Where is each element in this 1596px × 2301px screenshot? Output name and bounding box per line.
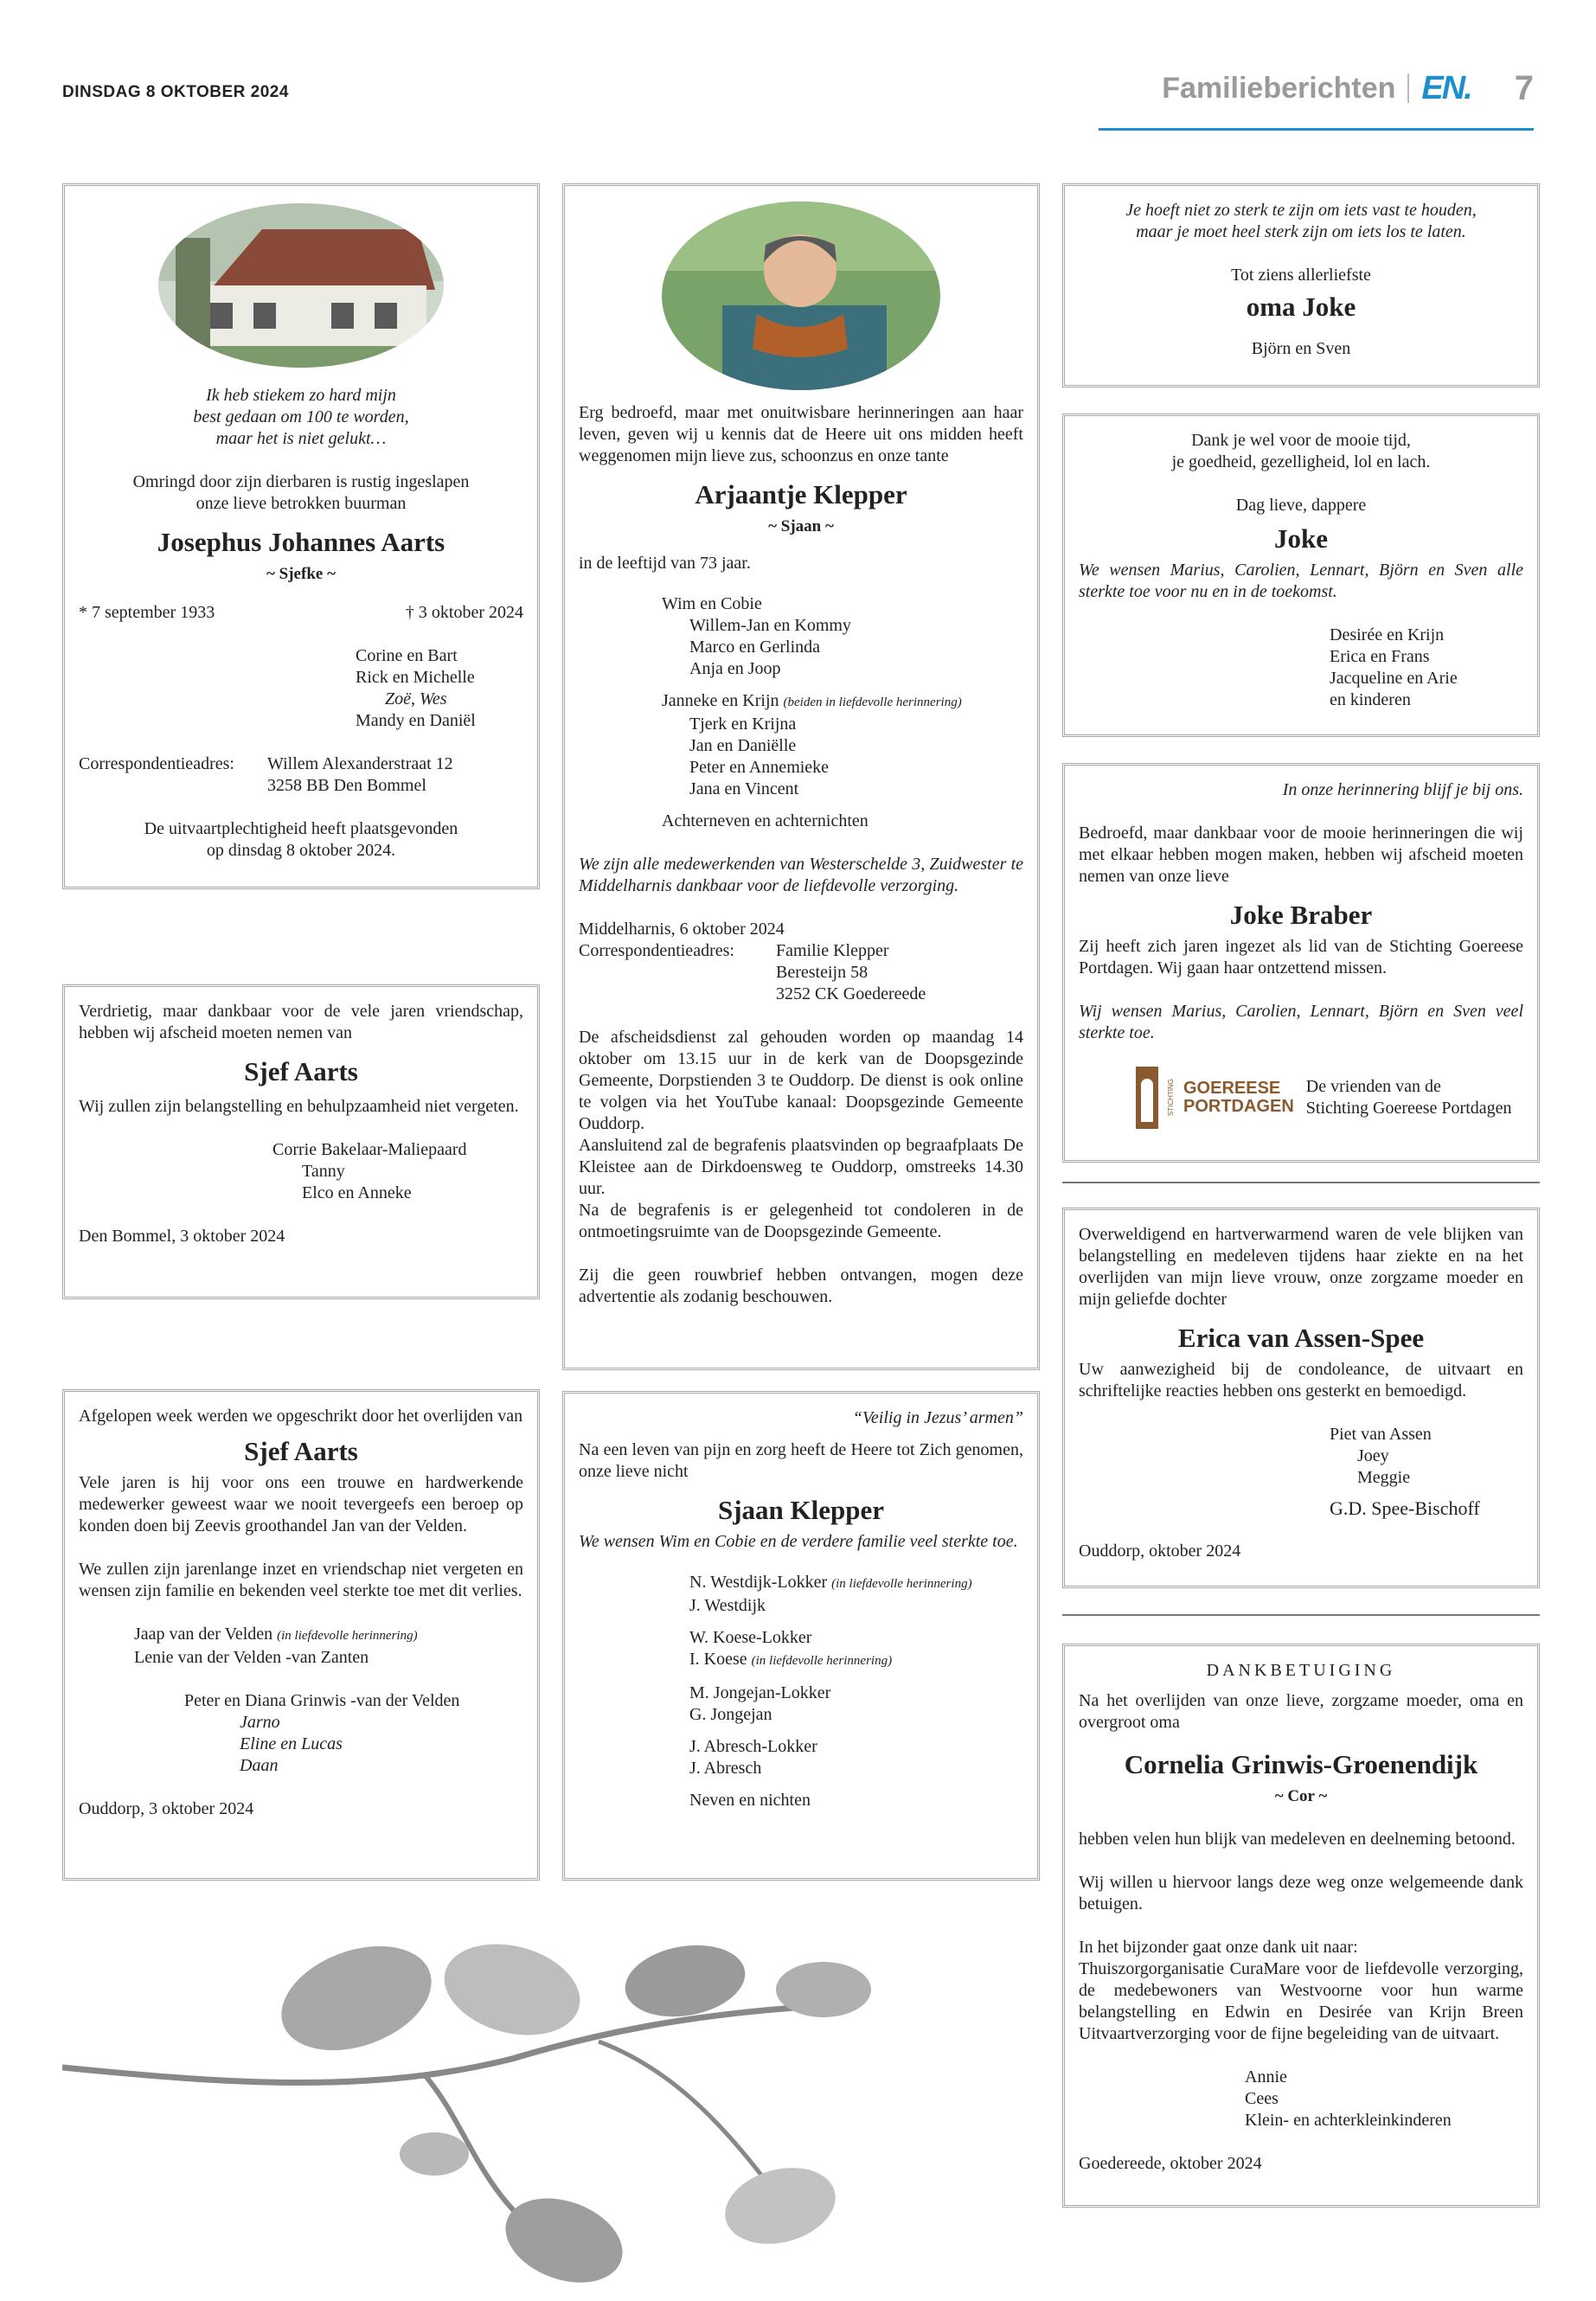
deceased-name: Cornelia Grinwis-Groenendijk	[1124, 1749, 1478, 1779]
nickname: ~ Sjaan ~	[768, 517, 834, 535]
signer: Lenie van der Velden -van Zanten	[134, 1648, 369, 1667]
nickname: ~ Cor ~	[1274, 1787, 1328, 1805]
verse-line: Ik heb stiekem zo hard mijn	[206, 386, 396, 405]
footer-line: De uitvaartplechtigheid heeft plaatsgevonden	[144, 819, 458, 838]
divider	[1062, 1182, 1540, 1183]
wish-text: We wensen Marius, Carolien, Lennart, Björn en Sven alle sterkte toe voor nu en in de toekomst.	[1079, 561, 1523, 601]
body-text: Uw aanwezigheid bij de condoleance, de uitvaart en schriftelijke reacties hebben ons gesterkt en bemoedigd.	[1079, 1360, 1523, 1400]
body-text: In het bijzonder gaat onze dank uit naar:	[1079, 1938, 1358, 1957]
place-date: Den Bommel, 3 oktober 2024	[79, 1227, 285, 1246]
intro-line: Omringd door zijn dierbaren is rustig ingeslapen	[132, 472, 470, 491]
death-date: † 3 oktober 2024	[405, 603, 523, 622]
header-divider	[1407, 74, 1409, 103]
verse-line: maar je moet heel sterk zijn om iets los te laten.	[1136, 222, 1466, 241]
address-label: Correspondentieadres:	[579, 941, 734, 960]
intro-text: Na een leven van pijn en zorg heeft de Heere tot Zich genomen, onze lieve nicht	[579, 1440, 1023, 1481]
body-text: Zij heeft zich jaren ingezet als lid van de Stichting Goereese Portdagen. Wij gaan haar ontzettend missen.	[1079, 937, 1523, 977]
signer: De vrienden van de	[1305, 1077, 1441, 1096]
address-label: Correspondentieadres:	[79, 754, 234, 773]
family-member: Mandy en Daniël	[356, 711, 476, 730]
verse-line: maar het is niet gelukt…	[215, 429, 387, 448]
family-member: Wim en Cobie	[662, 594, 762, 613]
verse-line: “Veilig in Jezus’ armen”	[852, 1408, 1023, 1427]
deceased-name: Josephus Johannes Aarts	[157, 527, 445, 557]
signer: Neven en nichten	[689, 1791, 811, 1810]
family-member: Achterneven en achternichten	[662, 811, 869, 830]
signer: I. Koese	[689, 1650, 747, 1669]
family-member: Anja en Joop	[689, 659, 781, 678]
signer: J. Westdijk	[689, 1596, 766, 1615]
burial-text: Aansluitend zal de begrafenis plaatsvinden op begraafplaats De Kleistee aan de Dirkdoensweg te Ouddorp, omstreeks 14.30 uur.	[579, 1136, 1023, 1198]
intro-text: Overweldigend en hartverwarmend waren de vele blijken van belangstelling en medeleven tijdens haar ziekte en na het overlijden van mijn lieve vrouw, onze zorgzame moeder en mijn geliefde dochter	[1079, 1225, 1523, 1309]
signer: Peter en Diana Grinwis -van der Velden	[184, 1691, 460, 1710]
signer-child: Daan	[240, 1756, 279, 1775]
logo-side-text: STICHTING	[1167, 1079, 1175, 1117]
footer-line: op dinsdag 8 oktober 2024.	[206, 841, 396, 860]
family-member: Rick en Michelle	[356, 668, 475, 687]
signer: Annie	[1245, 2067, 1287, 2086]
signer: Björn en Sven	[1251, 339, 1351, 358]
address-line: Familie Klepper	[776, 941, 889, 960]
verse-line: Je hoeft niet zo sterk te zijn om iets vast te houden,	[1125, 201, 1477, 220]
nickname: ~ Sjefke ~	[266, 565, 336, 583]
signer: Stichting Goereese Portdagen	[1305, 1099, 1512, 1118]
signer: J. Abresch	[689, 1759, 762, 1778]
signer: Desirée en Krijn	[1330, 625, 1445, 644]
address-line: Willem Alexanderstraat 12	[267, 754, 453, 773]
family-member: Janneke en Krijn	[662, 691, 779, 710]
verse-line: je goedheid, gezelligheid, lol en lach.	[1171, 452, 1431, 471]
leaf-branch-illustration	[62, 1929, 1022, 2292]
birth-date: * 7 september 1933	[79, 603, 215, 622]
intro-text: Afgelopen week werden we opgeschrikt door het overlijden van	[79, 1407, 523, 1426]
service-text: De afscheidsdienst zal gehouden worden op maandag 14 oktober om 13.15 uur in de kerk van de Doopsgezinde Gemeente, Dorpstienden 3 te Ouddorp. De dienst is ook online te volgen via het YouTube kanaal: Doopsgezinde Gemeente Ouddorp.	[579, 1028, 1023, 1133]
signer-note: (in liefdevolle herinnering)	[277, 1629, 418, 1643]
section-title: Familieberichten	[1162, 71, 1396, 105]
intro-text: Na het overlijden van onze lieve, zorgzame moeder, oma en overgroot oma	[1079, 1691, 1523, 1732]
signer: en kinderen	[1330, 690, 1411, 709]
divider	[1062, 1614, 1540, 1616]
family-member: Corine en Bart	[356, 646, 458, 665]
signer: W. Koese-Lokker	[689, 1628, 812, 1647]
intro-text: Verdrietig, maar dankbaar voor de vele jaren vriendschap, hebben wij afscheid moeten nemen van	[79, 1002, 523, 1042]
wish-text: Wij wensen Marius, Carolien, Lennart, Björn en Sven veel sterkte toe.	[1079, 1002, 1523, 1042]
place-date: Ouddorp, oktober 2024	[1079, 1541, 1241, 1561]
notice-klepper-cousins	[562, 1391, 1040, 1881]
place-date: Middelharnis, 6 oktober 2024	[579, 920, 785, 939]
signer: Elco en Anneke	[302, 1183, 412, 1202]
family-member: Marco en Gerlinda	[689, 638, 821, 657]
deceased-name: Sjaan Klepper	[717, 1495, 885, 1525]
body-text: Vele jaren is hij voor ons een trouwe en hardwerkende medewerker geweest waar we nooit tevergeefs een beroep op konden doen bij Zeevis groothandel Jan van der Velden.	[79, 1473, 523, 1535]
deceased-name: Erica van Assen-Spee	[1177, 1323, 1425, 1353]
family-member: Jan en Daniëlle	[689, 736, 797, 755]
signer-child: Jarno	[240, 1713, 280, 1732]
intro-text: Tot ziens allerliefste	[1231, 266, 1371, 285]
condolence-text: Na de begrafenis is er gelegenheid tot condoleren in de ontmoetingsruimte van de Doopsgezinde Gemeente.	[579, 1201, 1023, 1241]
house-photo	[158, 203, 444, 368]
page-number: 7	[1514, 68, 1534, 107]
deceased-name: Joke Braber	[1229, 900, 1373, 930]
signer: Piet van Assen	[1330, 1425, 1432, 1444]
address-line: 3252 CK Goedereede	[776, 984, 926, 1003]
deceased-name: oma Joke	[1246, 292, 1356, 322]
notice-aarts-employer	[62, 1389, 540, 1881]
address-line: 3258 BB Den Bommel	[267, 776, 426, 795]
notice-joke-family	[1062, 413, 1540, 737]
logo-text: GOEREESE	[1183, 1079, 1281, 1098]
portrait-photo	[662, 202, 940, 390]
notice-cornelia	[1062, 1644, 1540, 2208]
verse-line: Dank je wel voor de mooie tijd,	[1191, 431, 1411, 450]
edition-date: DINSDAG 8 OKTOBER 2024	[62, 83, 289, 101]
verse-line: In onze herinnering blijf je bij ons.	[1282, 780, 1523, 799]
signer: Klein- en achterkleinkinderen	[1245, 2111, 1452, 2130]
age-text: in de leeftijd van 73 jaar.	[579, 554, 751, 573]
notice-klepper-family	[562, 183, 1040, 1370]
notice-oma-joke	[1062, 183, 1540, 388]
address-line: Beresteijn 58	[776, 963, 869, 982]
signer: J. Abresch-Lokker	[689, 1737, 817, 1756]
verse-line: best gedaan om 100 te worden,	[193, 407, 409, 426]
body-text: Wij willen u hiervoor langs deze weg onze welgemeende dank betuigen.	[1079, 1873, 1523, 1913]
signer: G. Jongejan	[689, 1705, 772, 1724]
intro-text: Dag lieve, dappere	[1235, 496, 1367, 515]
newspaper-logo: EN.	[1421, 69, 1471, 106]
notice-erica	[1062, 1208, 1540, 1588]
notice-aarts-family	[62, 183, 540, 889]
place-date: Ouddorp, 3 oktober 2024	[79, 1799, 254, 1818]
family-member: Zoë, Wes	[385, 689, 447, 708]
header-rule	[1099, 128, 1534, 131]
body-text: We zullen zijn jarenlange inzet en vriendschap niet vergeten en wensen zijn familie en bekenden veel sterkte toe met dit verlies.	[79, 1560, 523, 1600]
deceased-name: Sjef Aarts	[244, 1436, 358, 1466]
signer: G.D. Spee-Bischoff	[1330, 1497, 1480, 1519]
signer: Joey	[1357, 1446, 1389, 1465]
body-text: hebben velen hun blijk van medeleven en deelneming betoond.	[1079, 1830, 1516, 1849]
body-text: Thuiszorgorganisatie CuraMare voor de liefdevolle verzorging, de medebewoners van Westvoorne voor hun warme belangstelling en Edwin en Desirée van Krijn Breen Uitvaartverzorging voor de fijne begeleiding van de uitvaart.	[1079, 1959, 1523, 2043]
deceased-name: Arjaantje Klepper	[695, 479, 907, 510]
page-header	[1162, 67, 1534, 109]
deceased-name: Joke	[1274, 523, 1328, 554]
body-text: Wij zullen zijn belangstelling en behulpzaamheid niet vergeten.	[79, 1097, 519, 1116]
family-member: Peter en Annemieke	[689, 758, 830, 777]
signer: Cees	[1245, 2089, 1279, 2108]
signer: Corrie Bakelaar-Maliepaard	[272, 1140, 467, 1159]
notice-joke-braber	[1062, 763, 1540, 1163]
signer: Jaap van der Velden	[134, 1625, 273, 1644]
notice-title: DANKBETUIGING	[1206, 1661, 1396, 1680]
wish-text: We wensen Wim en Cobie en de verdere familie veel sterkte toe.	[579, 1532, 1018, 1551]
family-member: Willem-Jan en Kommy	[689, 616, 851, 635]
logo-text: PORTDAGEN	[1183, 1097, 1294, 1116]
intro-line: onze lieve betrokken buurman	[195, 494, 407, 513]
signer-note: (in liefdevolle herinnering)	[751, 1654, 893, 1668]
family-member: Jana en Vincent	[689, 779, 799, 798]
signer: Meggie	[1357, 1468, 1411, 1487]
signer: N. Westdijk-Lokker	[689, 1573, 828, 1592]
deceased-name: Sjef Aarts	[244, 1056, 358, 1086]
family-member: Tjerk en Krijna	[689, 715, 797, 734]
place-date: Goedereede, oktober 2024	[1079, 2154, 1262, 2173]
signer-note: (in liefdevolle herinnering)	[831, 1577, 972, 1591]
signer: M. Jongejan-Lokker	[689, 1683, 831, 1702]
intro-text: Bedroefd, maar dankbaar voor de mooie herinneringen die wij met elkaar hebben mogen maken, hebben wij afscheid moeten nemen van onze lieve	[1079, 824, 1523, 886]
signer-child: Eline en Lucas	[240, 1734, 343, 1753]
thanks-text: We zijn alle medewerkenden van Westerschelde 3, Zuidwester te Middelharnis dankbaar voor de liefdevolle verzorging.	[579, 855, 1023, 895]
notice-aarts-friends	[62, 984, 540, 1299]
portdagen-logo	[1136, 1067, 1294, 1129]
family-note: (beiden in liefdevolle herinnering)	[783, 695, 962, 709]
signer: Jacqueline en Arie	[1330, 669, 1458, 688]
closing-text: Zij die geen rouwbrief hebben ontvangen, mogen deze advertentie als zodanig beschouwen.	[579, 1266, 1023, 1306]
signer: Tanny	[302, 1162, 345, 1181]
signer: Erica en Frans	[1330, 647, 1430, 666]
intro-text: Erg bedroefd, maar met onuitwisbare herinneringen aan haar leven, geven wij u kennis dat de Heere uit ons midden heeft weggenomen mijn lieve zus, schoonzus en onze tante	[579, 403, 1023, 465]
